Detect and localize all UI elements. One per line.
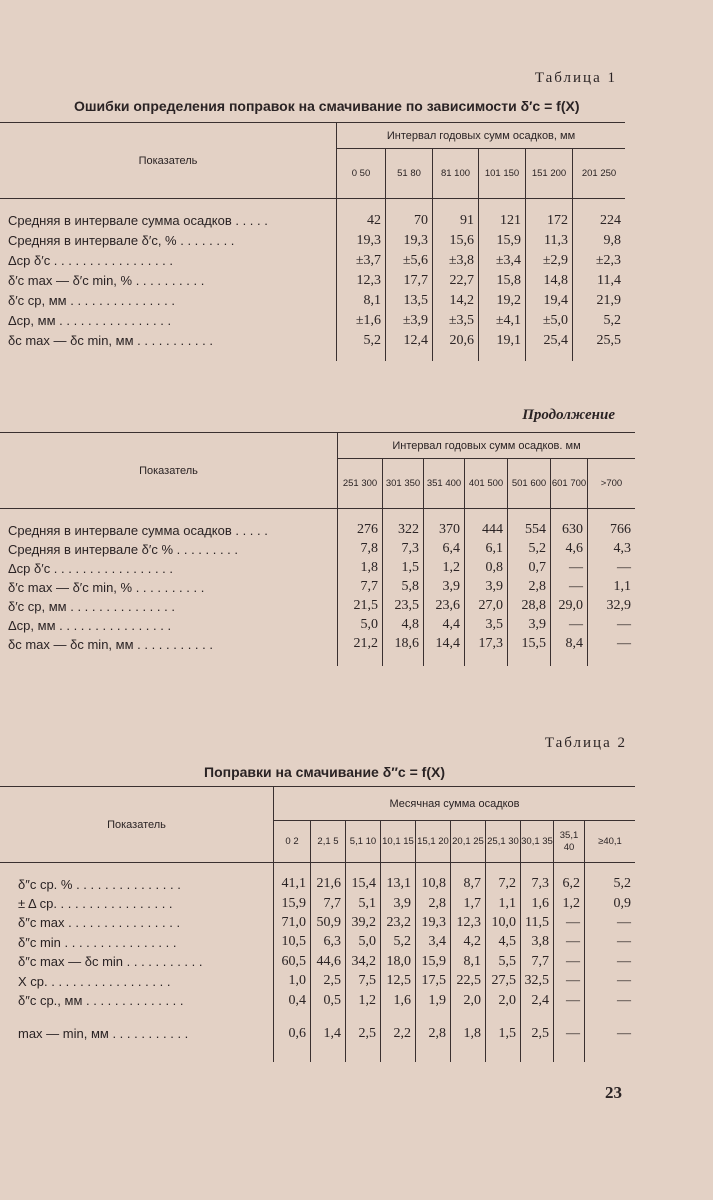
table-row	[0, 894, 635, 913]
table-cell: —	[585, 933, 636, 952]
table-row	[0, 578, 635, 597]
table-cell: 1,7	[451, 894, 486, 913]
table-cell: 630	[551, 521, 588, 540]
table-cell: —	[554, 1024, 585, 1043]
table-cell: 3,9	[465, 578, 508, 597]
table-cell: 25,4	[526, 331, 573, 351]
table-cell: 12,4	[386, 331, 433, 351]
table-cell: 10,5	[274, 933, 311, 952]
table-cell: 15,9	[274, 894, 311, 913]
table-cell: 7,3	[383, 540, 424, 559]
table-cell: 1,6	[381, 991, 416, 1010]
table2	[0, 786, 635, 1062]
table-cell: 2,5	[346, 1024, 381, 1043]
table-cell: 12,5	[381, 971, 416, 990]
table-cell: 5,2	[585, 875, 636, 894]
row-label: Δср δ′c . . . . . . . . . . . . . . . . .	[8, 560, 174, 576]
table-cell: 6,4	[424, 540, 465, 559]
column-header: 501 600	[508, 459, 551, 509]
table-cell: 20,6	[433, 331, 479, 351]
table-cell: ±3,7	[337, 251, 386, 271]
table-cell: 13,5	[386, 291, 433, 311]
table-cell: 3,9	[508, 616, 551, 635]
table-row	[0, 231, 625, 251]
table-cell: 15,9	[479, 231, 526, 251]
table-row	[0, 251, 625, 271]
table-cell: 41,1	[274, 875, 311, 894]
table-cell: 15,8	[479, 271, 526, 291]
table1-part1	[0, 122, 625, 361]
table-cell: —	[551, 559, 588, 578]
table-cell: —	[554, 991, 585, 1010]
table-row	[0, 271, 625, 291]
table-cell: 70	[386, 211, 433, 231]
column-header: 2,1 5	[311, 821, 346, 863]
table-cell: 19,3	[416, 913, 451, 932]
table-cell: ±5,0	[526, 311, 573, 331]
table-cell: 8,7	[451, 875, 486, 894]
table-cell: 27,0	[465, 597, 508, 616]
column-header: 251 300	[338, 459, 383, 509]
table-cell: 6,2	[554, 875, 585, 894]
table-cell: 32,5	[521, 971, 554, 990]
table-cell: 7,8	[338, 540, 383, 559]
table2-label: Таблица 2	[544, 735, 627, 751]
table-cell: 9,8	[573, 231, 626, 251]
table-cell: 444	[465, 521, 508, 540]
continuation-label: Продолжение	[522, 407, 615, 423]
table-cell: 1,5	[486, 1024, 521, 1043]
table-cell: 4,8	[383, 616, 424, 635]
table-cell: —	[551, 578, 588, 597]
table-row	[0, 559, 635, 578]
table-cell: 91	[433, 211, 479, 231]
table-row	[0, 933, 635, 952]
table-cell: 2,5	[311, 971, 346, 990]
table-cell: 0,6	[274, 1024, 311, 1043]
column-header: 201 250	[573, 149, 626, 199]
table-cell: 2,4	[521, 991, 554, 1010]
table-cell: 23,5	[383, 597, 424, 616]
table-cell: —	[588, 616, 636, 635]
table-cell: 4,2	[451, 933, 486, 952]
table-cell: 7,7	[311, 894, 346, 913]
table-cell: 7,5	[346, 971, 381, 990]
table-cell: 0,7	[508, 559, 551, 578]
table-cell: 1,6	[521, 894, 554, 913]
table-cell: 42	[337, 211, 386, 231]
table-cell: 29,0	[551, 597, 588, 616]
row-label: δ′c max — δ′c min, % . . . . . . . . . .	[8, 273, 205, 288]
row-label: δ′c ср, мм . . . . . . . . . . . . . . .	[8, 293, 175, 308]
table-cell: 3,4	[416, 933, 451, 952]
table1-label: Таблица 1	[534, 70, 617, 86]
table-row	[0, 211, 625, 231]
table-cell: 322	[383, 521, 424, 540]
table-cell: ±3,9	[386, 311, 433, 331]
table-cell: —	[588, 635, 636, 654]
table-cell: 44,6	[311, 952, 346, 971]
group-header: Интервал годовых сумм осадков, мм	[337, 123, 626, 149]
table-cell: ±3,8	[433, 251, 479, 271]
table-cell: 11,3	[526, 231, 573, 251]
table-cell: 5,1	[346, 894, 381, 913]
table-cell: ±2,3	[573, 251, 626, 271]
row-header-cell	[0, 433, 338, 509]
row-label: X ср. . . . . . . . . . . . . . . . . .	[18, 973, 171, 989]
row-header-cell	[0, 787, 274, 863]
table-row	[0, 311, 625, 331]
column-header: 101 150	[479, 149, 526, 199]
row-label: δ″c ср. % . . . . . . . . . . . . . . .	[18, 876, 181, 892]
table-row	[0, 521, 635, 540]
table-cell: —	[554, 971, 585, 990]
table-cell: 10,0	[486, 913, 521, 932]
table-cell: 14,4	[424, 635, 465, 654]
table-cell: 3,8	[521, 933, 554, 952]
column-header: 5,1 10	[346, 821, 381, 863]
table-cell: ±3,4	[479, 251, 526, 271]
table-cell: 0,4	[274, 991, 311, 1010]
column-header: 0 50	[337, 149, 386, 199]
table-cell: 1,2	[554, 894, 585, 913]
table-cell: —	[585, 913, 636, 932]
table1-part2	[0, 432, 635, 666]
row-label: Средняя в интервале сумма осадков . . . . .	[8, 213, 268, 228]
table-cell: 4,5	[486, 933, 521, 952]
page-number: 23	[605, 1083, 622, 1102]
table-row	[0, 875, 635, 894]
table-cell: 5,2	[381, 933, 416, 952]
table-cell: 1,9	[416, 991, 451, 1010]
table-cell: —	[585, 952, 636, 971]
table-cell: 0,5	[311, 991, 346, 1010]
table-cell: 28,8	[508, 597, 551, 616]
table-cell: 554	[508, 521, 551, 540]
column-header: 151 200	[526, 149, 573, 199]
table-cell: —	[585, 1024, 636, 1043]
table-cell: 27,5	[486, 971, 521, 990]
table-cell: 60,5	[274, 952, 311, 971]
table-cell: 1,1	[486, 894, 521, 913]
row-label: Средняя в интервале сумма осадков . . . . .	[8, 522, 268, 538]
table-cell: 2,8	[416, 894, 451, 913]
table-cell: 5,5	[486, 952, 521, 971]
table-cell: 1,8	[451, 1024, 486, 1043]
column-header: 301 350	[383, 459, 424, 509]
row-header: Показатель	[107, 818, 166, 831]
table-cell: 370	[424, 521, 465, 540]
table-cell: 23,6	[424, 597, 465, 616]
table-cell: 5,2	[573, 311, 626, 331]
column-header: 20,1 25	[451, 821, 486, 863]
table-cell: 0,9	[585, 894, 636, 913]
column-header: ≥40,1	[585, 821, 636, 863]
table-cell: 121	[479, 211, 526, 231]
row-header-cell	[0, 123, 337, 199]
table1-caption: Ошибки определения поправок на смачивание по зависимости δ′c = f(X)	[74, 98, 580, 114]
footer-row	[0, 1024, 635, 1043]
table-cell: 21,6	[311, 875, 346, 894]
table-cell: 14,8	[526, 271, 573, 291]
table-cell: 0,8	[465, 559, 508, 578]
table-cell: ±5,6	[386, 251, 433, 271]
table-cell: 23,2	[381, 913, 416, 932]
table-cell: 1,1	[588, 578, 636, 597]
column-header: 81 100	[433, 149, 479, 199]
row-label: ± Δ ср. . . . . . . . . . . . . . . . .	[18, 896, 173, 912]
table-cell: 7,7	[521, 952, 554, 971]
table-cell: 4,4	[424, 616, 465, 635]
row-label: δc max — δc min, мм . . . . . . . . . . .	[8, 636, 213, 652]
table-row	[0, 971, 635, 990]
row-label: δ″c max — δc min . . . . . . . . . . .	[18, 954, 203, 970]
row-header: Показатель	[138, 154, 198, 167]
table-cell: 172	[526, 211, 573, 231]
table-cell: 2,5	[521, 1024, 554, 1043]
table-row	[0, 540, 635, 559]
table-row	[0, 616, 635, 635]
column-header: 25,1 30	[486, 821, 521, 863]
table-cell: —	[551, 616, 588, 635]
table-cell: 1,0	[274, 971, 311, 990]
table-cell: 18,6	[383, 635, 424, 654]
table-cell: 11,4	[573, 271, 626, 291]
row-header: Показатель	[139, 464, 198, 477]
table-cell: 2,2	[381, 1024, 416, 1043]
row-label: Δср, мм . . . . . . . . . . . . . . . .	[8, 617, 172, 633]
table-cell: 4,6	[551, 540, 588, 559]
table-cell: 3,9	[424, 578, 465, 597]
table-cell: ±3,5	[433, 311, 479, 331]
table-cell: 19,3	[386, 231, 433, 251]
column-header: 15,1 20	[416, 821, 451, 863]
table-cell: 1,4	[311, 1024, 346, 1043]
table-cell: 1,2	[346, 991, 381, 1010]
table-cell: 5,8	[383, 578, 424, 597]
table-cell: 18,0	[381, 952, 416, 971]
table-cell: 766	[588, 521, 636, 540]
table-cell: 22,7	[433, 271, 479, 291]
table-cell: 5,2	[508, 540, 551, 559]
table2-caption: Поправки на смачивание δ″c = f(X)	[204, 764, 445, 780]
row-label: δ″c ср., мм . . . . . . . . . . . . . .	[18, 993, 184, 1009]
table-cell: —	[554, 913, 585, 932]
group-header: Месячная сумма осадков	[274, 787, 636, 821]
table-cell: —	[554, 952, 585, 971]
column-header: 30,1 35	[521, 821, 554, 863]
column-header: 0 2	[274, 821, 311, 863]
column-header: 10,1 15	[381, 821, 416, 863]
table-cell: 34,2	[346, 952, 381, 971]
table-row	[0, 291, 625, 311]
table-cell: 12,3	[451, 913, 486, 932]
table-cell: 15,5	[508, 635, 551, 654]
row-label: Средняя в интервале δ′c, % . . . . . . . .	[8, 233, 235, 248]
table-cell: 8,1	[451, 952, 486, 971]
table-cell: 39,2	[346, 913, 381, 932]
table-cell: 2,0	[486, 991, 521, 1010]
table-cell: 5,0	[346, 933, 381, 952]
table-cell: 8,1	[337, 291, 386, 311]
table-row	[0, 331, 625, 351]
table-cell: —	[585, 991, 636, 1010]
table-cell: 276	[338, 521, 383, 540]
table-cell: 15,9	[416, 952, 451, 971]
row-label: δ″c max . . . . . . . . . . . . . . . .	[18, 915, 181, 931]
table-cell: 25,5	[573, 331, 626, 351]
table-cell: 1,2	[424, 559, 465, 578]
table-cell: 6,3	[311, 933, 346, 952]
table-row	[0, 991, 635, 1010]
table-cell: 32,9	[588, 597, 636, 616]
table-cell: 8,4	[551, 635, 588, 654]
table-cell: 15,4	[346, 875, 381, 894]
table-cell: 21,9	[573, 291, 626, 311]
table-row	[0, 597, 635, 616]
row-label: max — min, мм . . . . . . . . . . .	[18, 1026, 189, 1042]
column-header: 51 80	[386, 149, 433, 199]
table-cell: 19,1	[479, 331, 526, 351]
table-cell: 7,7	[338, 578, 383, 597]
table-cell: 71,0	[274, 913, 311, 932]
table-cell: 11,5	[521, 913, 554, 932]
table-cell: 17,3	[465, 635, 508, 654]
table-cell: 19,3	[337, 231, 386, 251]
row-label: δ′c max — δ′c min, % . . . . . . . . . .	[8, 579, 205, 595]
table-cell: ±4,1	[479, 311, 526, 331]
table-row	[0, 952, 635, 971]
row-label: Средняя в интервале δ′c % . . . . . . . . .	[8, 541, 239, 557]
row-label: δc max — δc min, мм . . . . . . . . . . .	[8, 333, 213, 348]
table-cell: —	[585, 971, 636, 990]
table-row	[0, 913, 635, 932]
table-row	[0, 635, 635, 654]
table-cell: 10,8	[416, 875, 451, 894]
table-cell: 2,8	[508, 578, 551, 597]
table-cell: 21,5	[338, 597, 383, 616]
table-cell: 7,2	[486, 875, 521, 894]
table-cell: 19,4	[526, 291, 573, 311]
column-header: 35,1 40	[554, 821, 585, 863]
table-cell: ±1,6	[337, 311, 386, 331]
table-cell: 50,9	[311, 913, 346, 932]
table-cell: 15,6	[433, 231, 479, 251]
table-cell: —	[588, 559, 636, 578]
table-cell: 21,2	[338, 635, 383, 654]
table-cell: 17,5	[416, 971, 451, 990]
table-cell: 14,2	[433, 291, 479, 311]
row-label: δ″c min . . . . . . . . . . . . . . . .	[18, 934, 177, 950]
table-cell: 19,2	[479, 291, 526, 311]
table-cell: 13,1	[381, 875, 416, 894]
row-label: Δср δ′c . . . . . . . . . . . . . . . . .	[8, 253, 174, 268]
table-cell: 7,3	[521, 875, 554, 894]
table-cell: 5,0	[338, 616, 383, 635]
group-header: Интервал годовых сумм осадков. мм	[338, 433, 636, 459]
column-header: >700	[588, 459, 636, 509]
table-cell: —	[554, 933, 585, 952]
table-cell: 17,7	[386, 271, 433, 291]
column-header: 351 400	[424, 459, 465, 509]
column-header: 601 700	[551, 459, 588, 509]
table-cell: 1,8	[338, 559, 383, 578]
table-cell: 5,2	[337, 331, 386, 351]
table-cell: 6,1	[465, 540, 508, 559]
table-cell: 1,5	[383, 559, 424, 578]
table-cell: ±2,9	[526, 251, 573, 271]
table-cell: 2,0	[451, 991, 486, 1010]
table-cell: 224	[573, 211, 626, 231]
row-label: δ′c ср, мм . . . . . . . . . . . . . . .	[8, 598, 175, 614]
table-cell: 4,3	[588, 540, 636, 559]
table-cell: 2,8	[416, 1024, 451, 1043]
table-cell: 3,9	[381, 894, 416, 913]
table-cell: 12,3	[337, 271, 386, 291]
table-cell: 22,5	[451, 971, 486, 990]
column-header: 401 500	[465, 459, 508, 509]
row-label: Δср, мм . . . . . . . . . . . . . . . .	[8, 313, 172, 328]
table-cell: 3,5	[465, 616, 508, 635]
